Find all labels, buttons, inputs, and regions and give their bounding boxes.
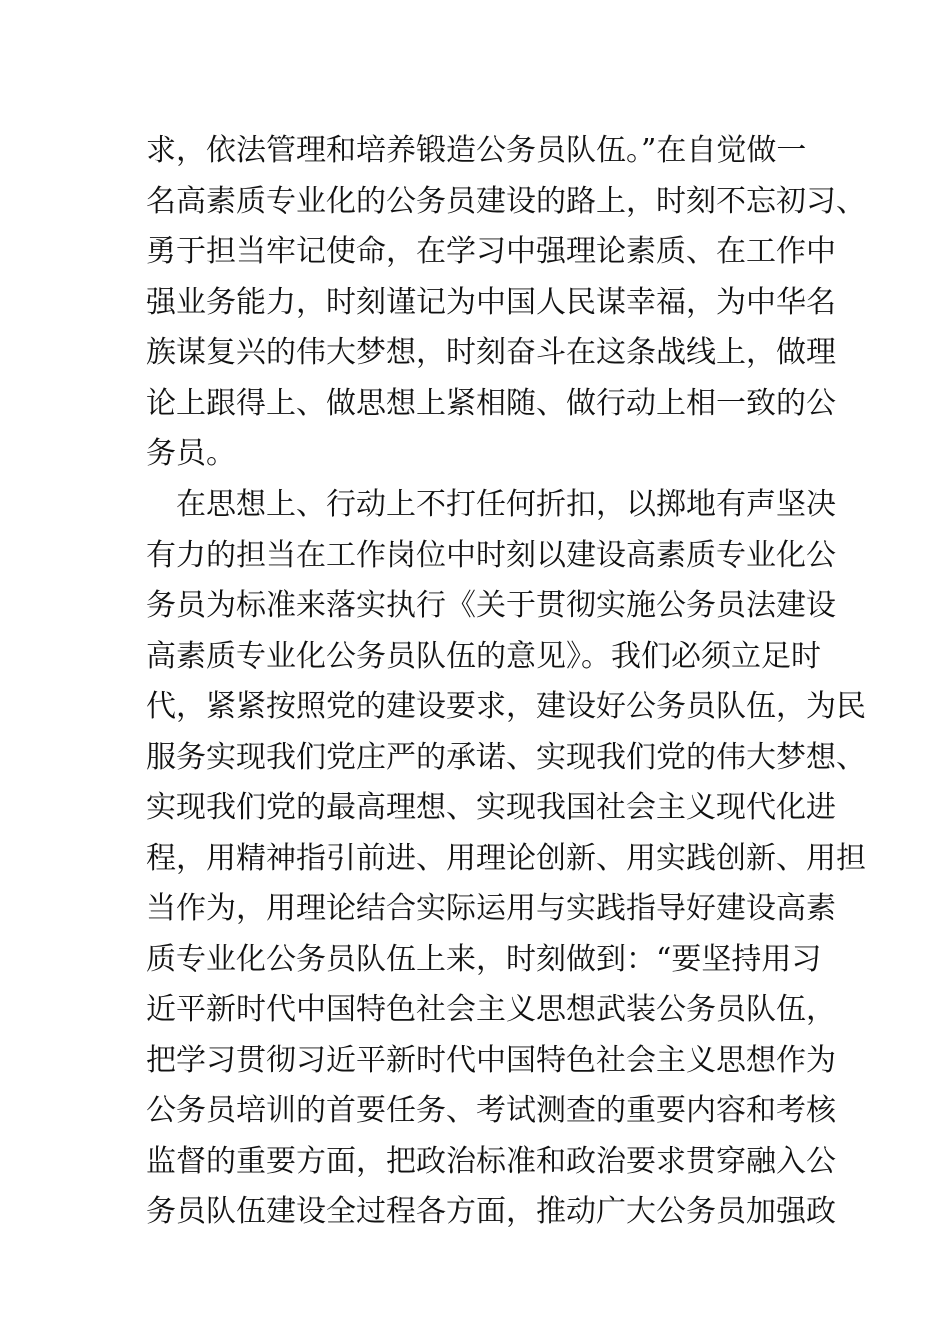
text-line: 务员为标准来落实执行《关于贯彻实施公务员法建设 <box>146 588 836 623</box>
text-line: 族谋复兴的伟大梦想，时刻奋斗在这条战线上，做理 <box>146 335 836 370</box>
text-line: 勇于担当牢记使命，在学习中强理论素质、在工作中 <box>146 234 836 269</box>
text-line: 实现我们党的最高理想、实现我国社会主义现代化进 <box>146 790 836 825</box>
text-line: 代，紧紧按照党的建设要求，建设好公务员队伍，为民 <box>146 689 866 724</box>
paragraph-1 <box>146 126 866 480</box>
text-line: 公务员培训的首要任务、考试测查的重要内容和考核 <box>146 1093 836 1128</box>
text-line: 程，用精神指引前进、用理论创新、用实践创新、用担 <box>146 840 866 876</box>
paragraph-2 <box>146 480 866 1238</box>
text-line: 求，依法管理和培养锻造公务员队伍。”在自觉做一 <box>146 133 807 168</box>
text-line: 务员队伍建设全过程各方面，推动广大公务员加强政 <box>146 1194 836 1229</box>
text-line: 强业务能力，时刻谨记为中国人民谋幸福，为中华名 <box>146 284 836 320</box>
text-line: 监督的重要方面，把政治标准和政治要求贯穿融入公 <box>146 1143 836 1179</box>
text-line: 务员。 <box>146 436 236 471</box>
text-line: 在思想上、行动上不打任何折扣，以掷地有声坚决 <box>146 487 836 522</box>
text-line: 近平新时代中国特色社会主义思想武装公务员队伍， <box>146 992 836 1027</box>
text-line: 服务实现我们党庄严的承诺、实现我们党的伟大梦想、 <box>146 739 866 775</box>
text-line: 当作为，用理论结合实际运用与实践指导好建设高素 <box>146 891 836 926</box>
text-line: 高素质专业化公务员队伍的意见》。我们必须立足时 <box>146 638 821 674</box>
text-line: 把学习贯彻习近平新时代中国特色社会主义思想作为 <box>146 1042 836 1078</box>
text-line: 论上跟得上、做思想上紧相随、做行动上相一致的公 <box>146 385 836 421</box>
text-line: 质专业化公务员队伍上来，时刻做到：“要坚持用习 <box>146 941 822 977</box>
text-line: 名高素质专业化的公务员建设的路上，时刻不忘初习、 <box>146 183 866 219</box>
text-line: 有力的担当在工作岗位中时刻以建设高素质专业化公 <box>146 537 836 573</box>
